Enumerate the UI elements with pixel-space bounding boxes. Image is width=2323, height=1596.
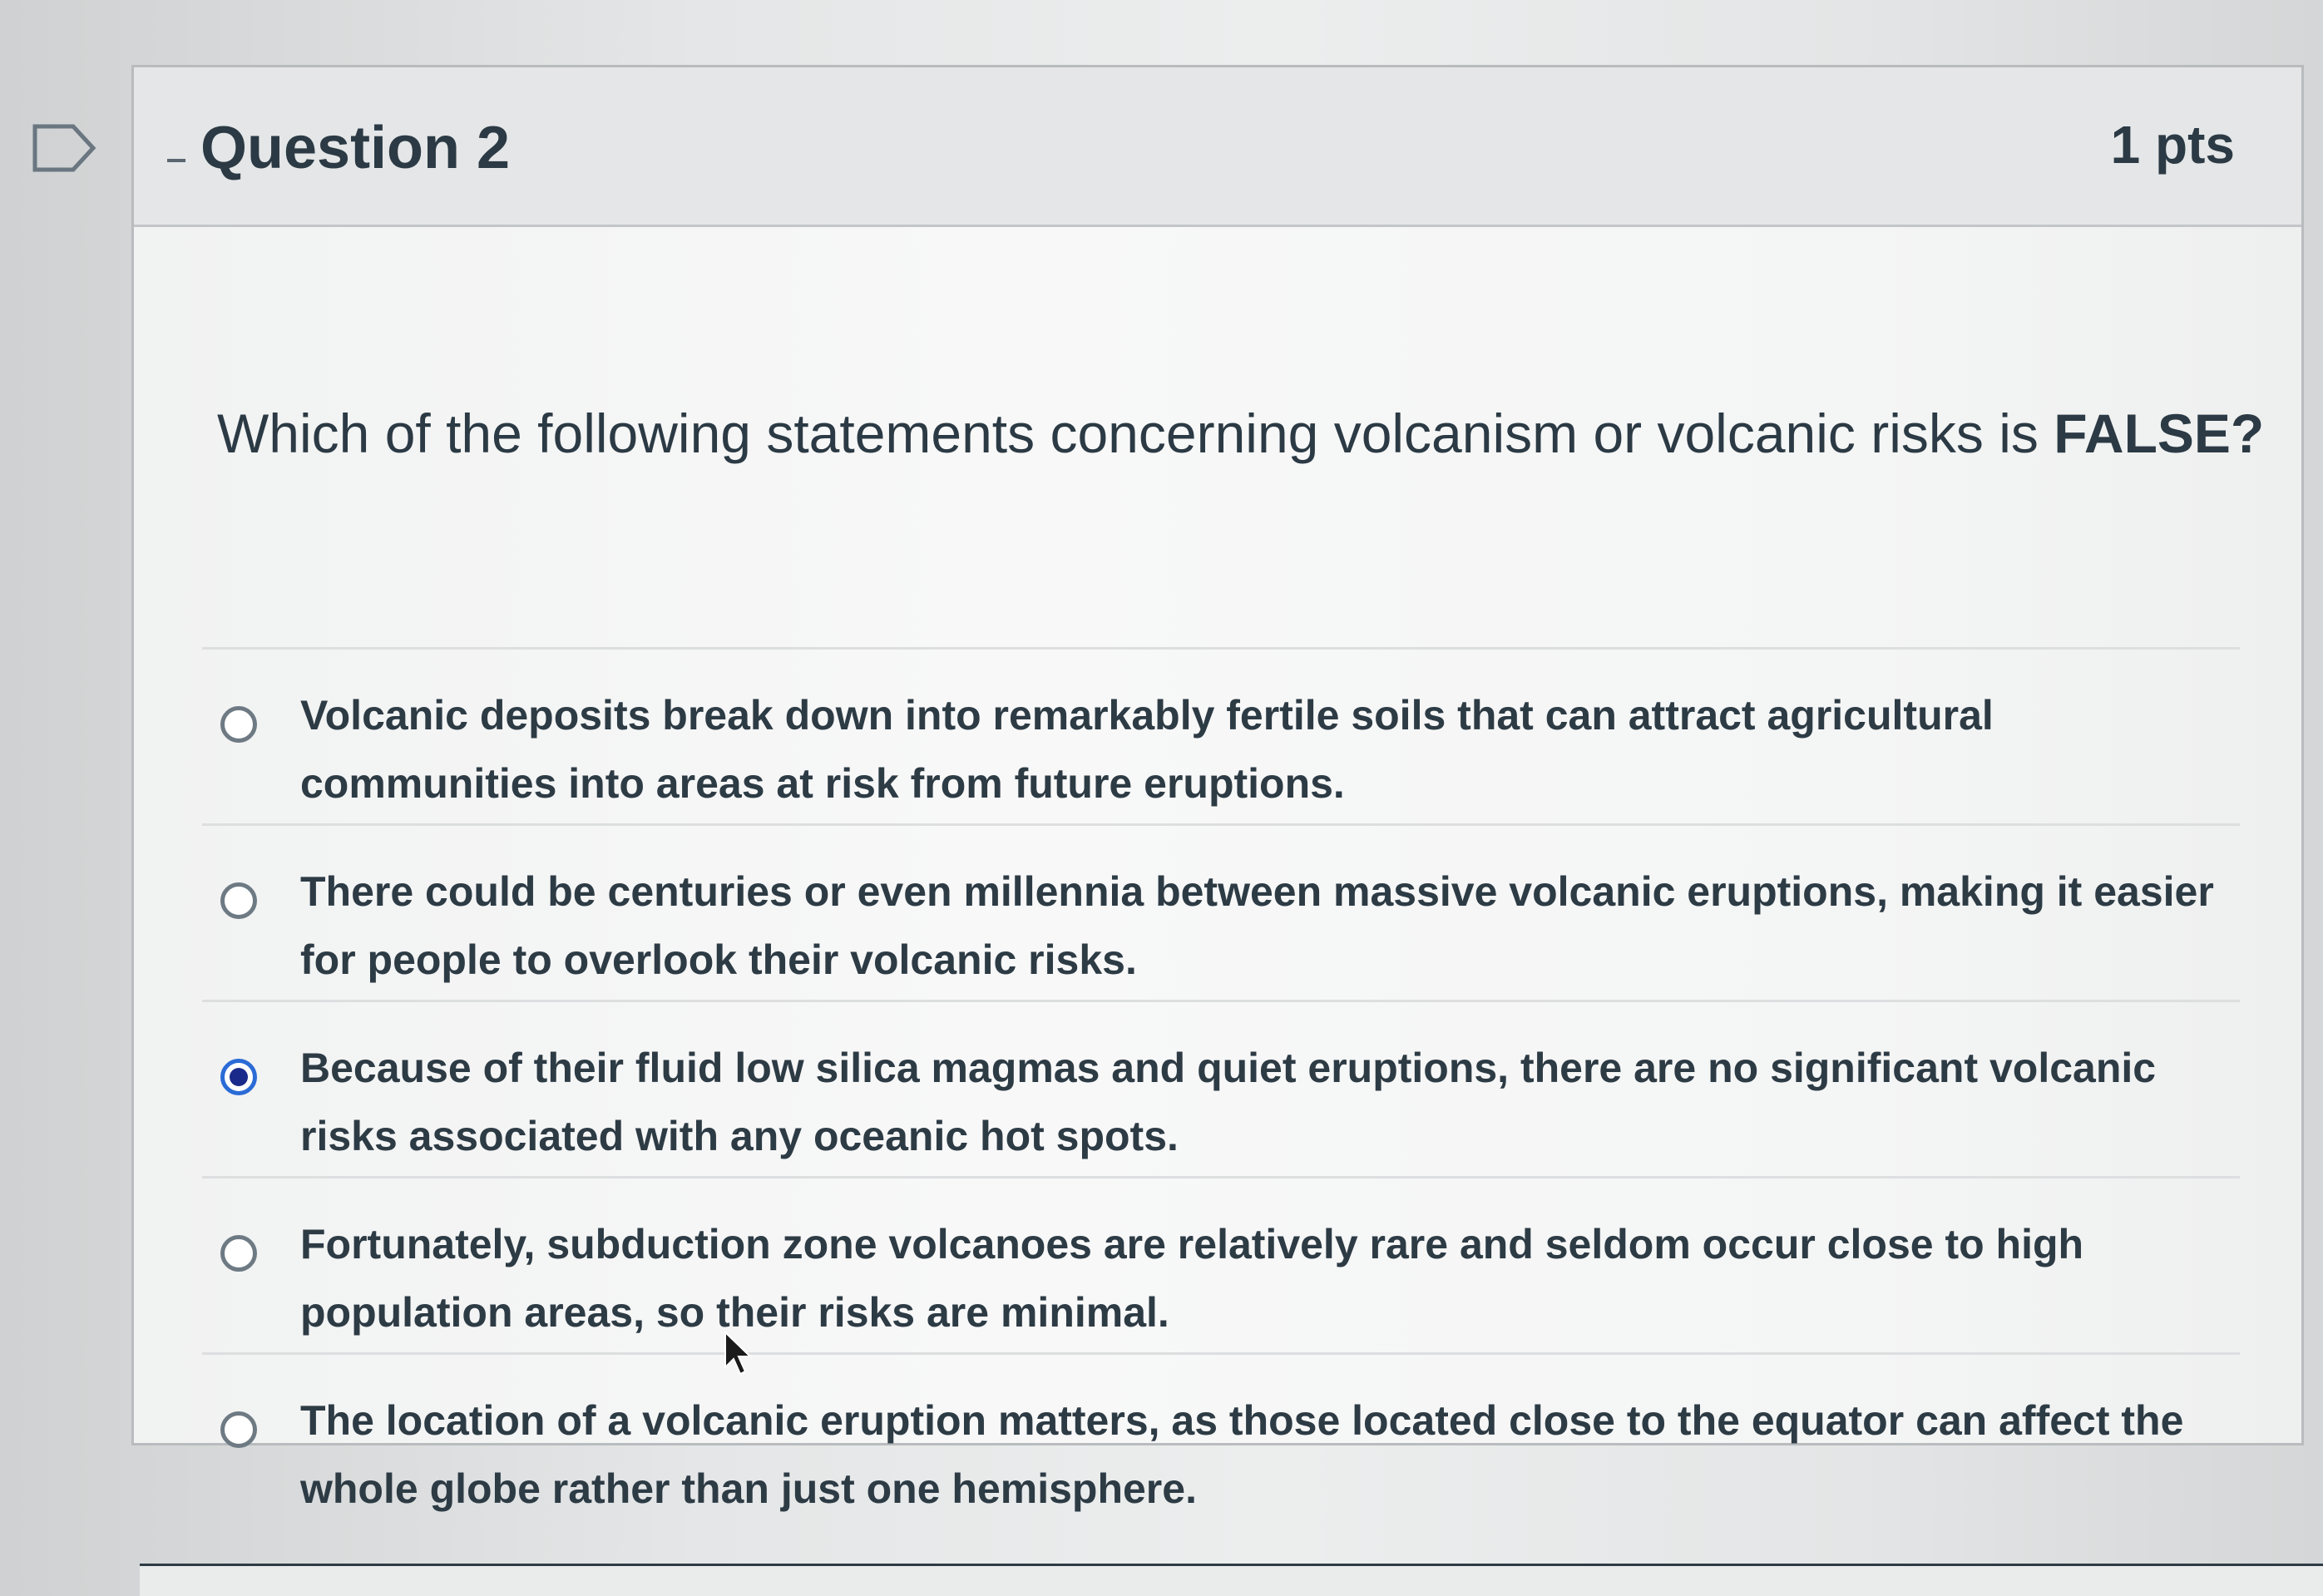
question-title: Question 2 <box>200 115 511 181</box>
answer-option-2[interactable] <box>202 823 2240 1000</box>
question-prompt <box>217 402 2264 465</box>
question-prompt-emphasis: FALSE? <box>2054 403 2265 464</box>
next-question-card-edge <box>140 1564 2323 1596</box>
radio-button[interactable] <box>220 1411 257 1448</box>
answer-option-4[interactable] <box>202 1176 2240 1352</box>
header-marker <box>167 159 185 162</box>
answer-label[interactable]: Because of their fluid low silica magmas and quiet eruptions, there are no significant volcanic risks associated with any oceanic hot spots. <box>300 1045 2157 1159</box>
question-header <box>134 67 2301 227</box>
answer-list <box>202 647 2240 1529</box>
radio-button[interactable] <box>220 882 257 919</box>
answer-option-5[interactable] <box>202 1352 2240 1529</box>
answer-option-1[interactable] <box>202 647 2240 823</box>
question-body <box>134 227 2301 1512</box>
mouse-pointer-icon <box>722 1329 755 1379</box>
flag-question-icon[interactable] <box>32 123 98 173</box>
answer-label[interactable]: Fortunately, subduction zone volcanoes are relatively rare and seldom occur close to high population areas, so their risks are minimal. <box>300 1221 2084 1336</box>
answer-option-3[interactable] <box>202 1000 2240 1176</box>
question-points: 1 pts <box>2110 115 2235 175</box>
answer-label[interactable]: The location of a volcanic eruption matters, as those located close to the equator can affect the whole globe rather than just one hemisphere. <box>300 1397 2184 1512</box>
radio-button[interactable] <box>220 1235 257 1272</box>
question-card <box>131 65 2304 1512</box>
answer-label[interactable]: Volcanic deposits break down into remarkably fertile soils that can attract agricultural communities into areas at risk from future eruptions. <box>300 692 1994 807</box>
question-prompt-main: Which of the following statements concerning volcanism or volcanic risks is <box>217 403 2054 464</box>
radio-button[interactable] <box>220 706 257 743</box>
radio-button-selected[interactable] <box>220 1059 257 1095</box>
answer-label[interactable]: There could be centuries or even millennia between massive volcanic eruptions, making it easier for people to overlook their volcanic risks. <box>300 868 2214 983</box>
